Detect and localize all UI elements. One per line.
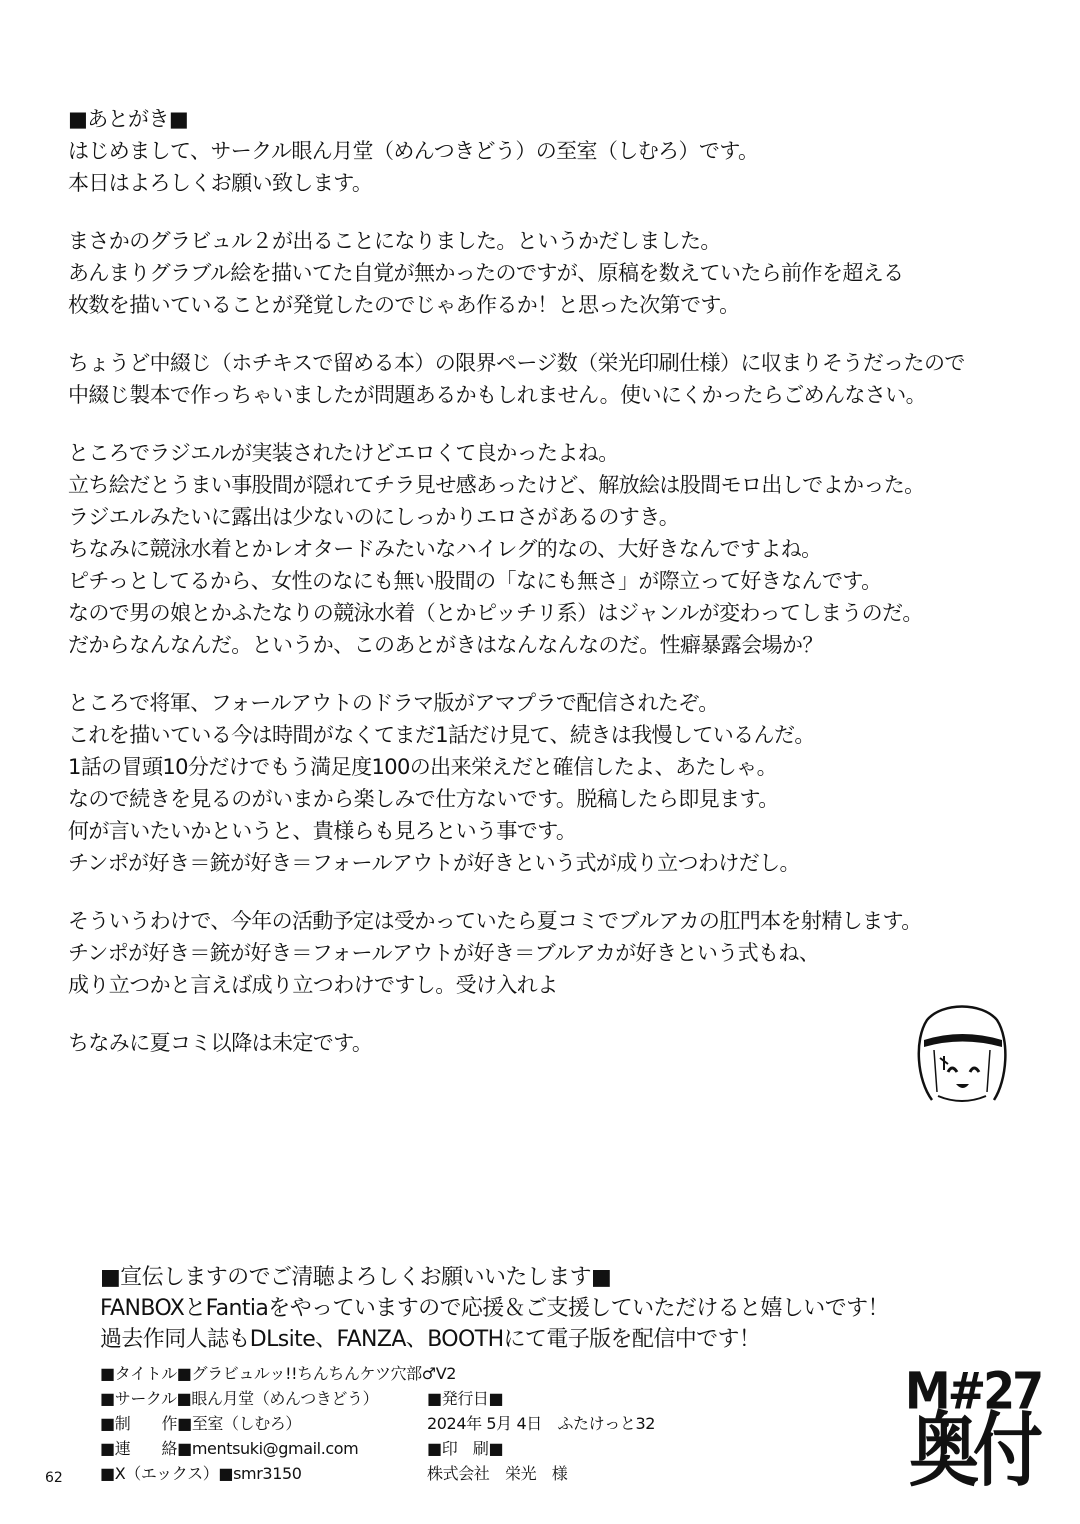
text-line: 本日はよろしくお願い致します。 (68, 171, 373, 195)
text-line: ラジエルみたいに露出は少ないのにしっかりエロさがあるのすき。 (68, 505, 680, 529)
text-line: 何が言いたいかというと、貴様らも見ろという事です。 (68, 819, 577, 843)
okuduke-badge (893, 1361, 1053, 1499)
text-line: 成り立つかと言えば成り立つわけですし。受け入れよ (68, 973, 558, 997)
paragraph (68, 347, 1058, 411)
text-line: ちなみに競泳水着とかレオタードみたいなハイレグ的なの、大好きなんですよね。 (68, 537, 822, 561)
colophon-line: ■タイトル■グラビュルッ!!ちんちんケツ穴部♂V2 (100, 1364, 457, 1383)
text-line: だからなんなんだ。というか、このあとがきはなんなんなのだ。性癖暴露会場か？ (68, 633, 823, 657)
promo-line: 過去作同人誌もDLsite、FANZA、BOOTHにて電子版を配信中です！ (100, 1327, 761, 1352)
paragraph (68, 103, 1058, 199)
colophon-line: 株式会社 栄光 様 (427, 1464, 568, 1483)
paragraph (68, 437, 1058, 661)
promo-line: FANBOXとFantiaをやっていますので応援＆ご支援していただけると嬉しいです！ (100, 1296, 889, 1321)
text-line: 中綴じ製本で作っちゃいましたが問題あるかもしれません。使いにくかったらごめんなさい。 (68, 383, 927, 407)
text-line: ちょうど中綴じ（ホチキスで留める本）の限界ページ数（栄光印刷仕様）に収まりそうだったので (68, 351, 965, 375)
text-line: チンポが好き＝銃が好き＝フォールアウトが好きという式が成り立つわけだし。 (68, 851, 800, 875)
promo-block (100, 1262, 889, 1355)
colophon-line: ■サークル■眼ん月堂（めんつきどう） (100, 1389, 379, 1408)
colophon-line: ■連 絡■mentsuki@gmail.com (100, 1439, 359, 1458)
paragraph (68, 225, 1058, 321)
badge-code: M#27 (904, 1361, 1042, 1421)
author-avatar-illustration (912, 1000, 1012, 1105)
promo-heading: ■宣伝しますのでご清聴よろしくお願いいたします■ (100, 1265, 612, 1290)
text-line: はじめまして、サークル眼ん月堂（めんつきどう）の至室（しむろ）です。 (68, 139, 759, 163)
text-line: あんまりグラブル絵を描いてた自覚が無かったのですが、原稿を数えていたら前作を超える (68, 261, 904, 285)
afterword-text (68, 103, 1058, 1085)
colophon-line: ■印 刷■ (427, 1439, 504, 1458)
text-line: ところでラジエルが実装されたけどエロくて良かったよね。 (68, 441, 619, 465)
text-line: 立ち絵だとうまい事股間が隠れてチラ見せ感あったけど、解放絵は股間モロ出しでよかった。 (68, 473, 925, 497)
text-line: 1話の冒頭10分だけでもう満足度100の出来栄えだと確信したよ、あたしゃ。 (68, 755, 777, 779)
colophon-line: ■制 作■至室（しむろ） (100, 1414, 302, 1433)
text-line: ところで将軍、フォールアウトのドラマ版がアマプラで配信されたぞ。 (68, 691, 719, 715)
text-line: これを描いている今は時間がなくてまだ1話だけ見て、続きは我慢しているんだ。 (68, 723, 815, 747)
text-line: まさかのグラビュル２が出ることになりました。というかだしました。 (68, 229, 721, 253)
badge-title: 奥付 (909, 1403, 1037, 1499)
text-line: そういうわけで、今年の活動予定は受かっていたら夏コミでブルアカの肛門本を射精します。 (68, 909, 922, 933)
text-line: ピチっとしてるから、女性のなにも無い股間の「なにも無さ」が際立って好きなんです。 (68, 569, 882, 593)
text-line: なので男の娘とかふたなりの競泳水着（とかピッチリ系）はジャンルが変わってしまうのだ。 (68, 601, 923, 625)
colophon-right (427, 1386, 655, 1486)
text-line: チンポが好き＝銃が好き＝フォールアウトが好き＝ブルアカが好きという式もね、 (68, 941, 820, 965)
afterword-heading: ■あとがき■ (68, 107, 189, 131)
colophon-line: ■X（エックス）■smr3150 (100, 1464, 302, 1483)
text-line: ちなみに夏コミ以降は未定です。 (68, 1031, 373, 1055)
paragraph (68, 1027, 1058, 1059)
colophon-line: ■発行日■ (427, 1389, 504, 1408)
text-line: 枚数を描いていることが発覚したのでじゃあ作るか！と思った次第です。 (68, 293, 740, 317)
page-number: 62 (45, 1470, 63, 1486)
text-line: なので続きを見るのがいまから楽しみで仕方ないです。脱稿したら即見ます。 (68, 787, 779, 811)
colophon-left (100, 1361, 456, 1486)
paragraph (68, 905, 1058, 1001)
paragraph (68, 687, 1058, 879)
colophon-line: 2024年 5月 4日 ふたけっと32 (427, 1414, 656, 1433)
